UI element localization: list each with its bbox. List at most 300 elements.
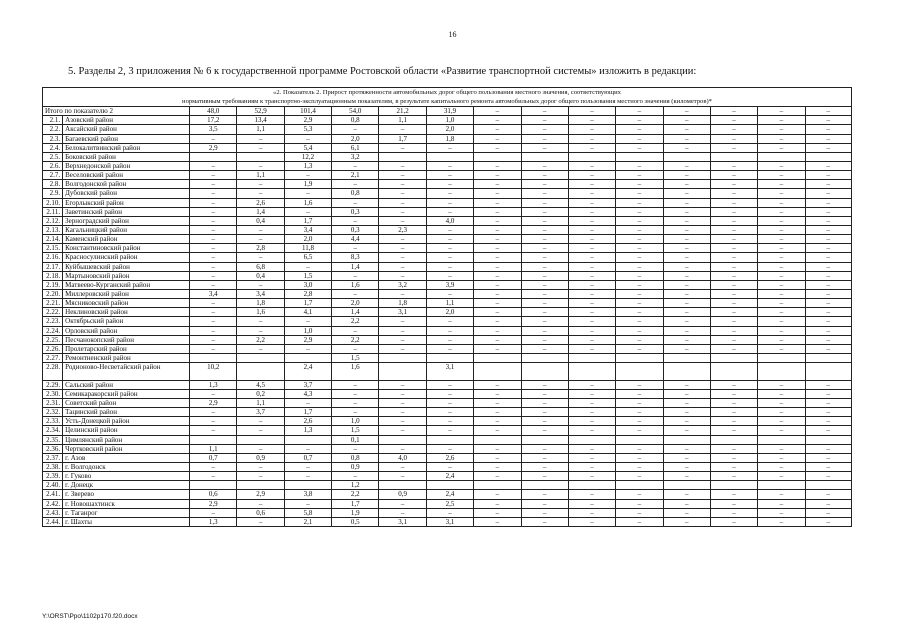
- district-name: г. Новошахтинск: [63, 499, 190, 508]
- cell-value: –: [758, 171, 805, 180]
- cell-value: –: [758, 271, 805, 280]
- cell-value: 1,2: [332, 481, 379, 490]
- cell-value: –: [758, 308, 805, 317]
- cell-value: 2,2: [332, 335, 379, 344]
- cell-value: –: [758, 207, 805, 216]
- cell-value: [758, 152, 805, 161]
- page-number: 16: [448, 30, 457, 39]
- cell-value: –: [426, 171, 473, 180]
- table-row: [43, 508, 852, 517]
- cell-value: –: [568, 444, 615, 453]
- cell-value: [190, 435, 237, 444]
- district-name: Советский район: [63, 399, 190, 408]
- cell-value: –: [474, 116, 521, 125]
- cell-value: –: [616, 244, 663, 253]
- cell-value: –: [758, 408, 805, 417]
- cell-value: 0,6: [237, 508, 284, 517]
- cell-value: –: [710, 207, 757, 216]
- cell-value: 0,2: [237, 389, 284, 398]
- cell-value: 2,9: [237, 490, 284, 499]
- cell-value: –: [474, 389, 521, 398]
- cell-value: –: [190, 207, 237, 216]
- cell-value: [426, 435, 473, 444]
- cell-value: –: [568, 317, 615, 326]
- cell-value: 0,7: [190, 453, 237, 462]
- cell-value: –: [568, 299, 615, 308]
- cell-value: –: [474, 308, 521, 317]
- indicator-table-wrapper: [42, 87, 852, 527]
- table-row: [43, 134, 852, 143]
- district-name: Матвеево-Курганский район: [63, 280, 190, 289]
- cell-value: [521, 435, 568, 444]
- row-number: 2.21.: [43, 299, 63, 308]
- cell-value: [521, 363, 568, 381]
- cell-value: –: [663, 116, 710, 125]
- cell-value: –: [663, 299, 710, 308]
- row-number: 2.30.: [43, 389, 63, 398]
- district-name: Октябрьский район: [63, 317, 190, 326]
- row-number: 2.2.: [43, 125, 63, 134]
- cell-value: 1,4: [237, 207, 284, 216]
- district-name: Дубовский район: [63, 189, 190, 198]
- cell-value: –: [758, 490, 805, 499]
- table-row: [43, 380, 852, 389]
- cell-value: –: [379, 162, 426, 171]
- cell-value: –: [710, 326, 757, 335]
- total-value: 101,4: [284, 107, 331, 116]
- cell-value: –: [332, 399, 379, 408]
- district-name: Волгодонской район: [63, 180, 190, 189]
- cell-value: –: [237, 517, 284, 526]
- cell-value: –: [190, 171, 237, 180]
- table-row: [43, 262, 852, 271]
- cell-value: –: [379, 189, 426, 198]
- cell-value: –: [616, 235, 663, 244]
- cell-value: 8,3: [332, 253, 379, 262]
- cell-value: –: [805, 453, 851, 462]
- district-name: г. Шахты: [63, 517, 190, 526]
- cell-value: –: [190, 326, 237, 335]
- cell-value: [710, 363, 757, 381]
- cell-value: –: [521, 326, 568, 335]
- cell-value: –: [190, 162, 237, 171]
- cell-value: –: [332, 290, 379, 299]
- district-name: Азовский район: [63, 116, 190, 125]
- cell-value: –: [710, 444, 757, 453]
- cell-value: 2,9: [284, 335, 331, 344]
- cell-value: [474, 152, 521, 161]
- cell-value: –: [710, 399, 757, 408]
- cell-value: 1,7: [379, 134, 426, 143]
- cell-value: –: [474, 399, 521, 408]
- cell-value: 1,6: [332, 280, 379, 289]
- cell-value: 3,7: [284, 380, 331, 389]
- district-name: Пролетарский район: [63, 344, 190, 353]
- cell-value: –: [805, 226, 851, 235]
- cell-value: –: [332, 344, 379, 353]
- cell-value: 4,0: [379, 453, 426, 462]
- cell-value: –: [332, 444, 379, 453]
- table-row: [43, 125, 852, 134]
- cell-value: –: [190, 426, 237, 435]
- cell-value: –: [237, 472, 284, 481]
- cell-value: –: [805, 171, 851, 180]
- table-row: [43, 435, 852, 444]
- cell-value: –: [521, 399, 568, 408]
- cell-value: 1,1: [237, 399, 284, 408]
- cell-value: 3,4: [284, 226, 331, 235]
- cell-value: –: [190, 253, 237, 262]
- cell-value: –: [379, 344, 426, 353]
- cell-value: –: [379, 326, 426, 335]
- cell-value: –: [663, 262, 710, 271]
- row-number: 2.12.: [43, 216, 63, 225]
- cell-value: –: [284, 472, 331, 481]
- cell-value: –: [710, 299, 757, 308]
- cell-value: –: [710, 216, 757, 225]
- cell-value: –: [474, 472, 521, 481]
- cell-value: 2,0: [284, 235, 331, 244]
- cell-value: –: [284, 207, 331, 216]
- cell-value: –: [568, 408, 615, 417]
- total-value: –: [474, 107, 521, 116]
- district-name: Аксайский район: [63, 125, 190, 134]
- total-value: 48,0: [190, 107, 237, 116]
- cell-value: 2,9: [190, 499, 237, 508]
- cell-value: –: [474, 244, 521, 253]
- row-number: 2.17.: [43, 262, 63, 271]
- cell-value: –: [474, 517, 521, 526]
- cell-value: 2,8: [284, 290, 331, 299]
- cell-value: 3,8: [284, 490, 331, 499]
- cell-value: –: [805, 216, 851, 225]
- cell-value: 2,9: [190, 143, 237, 152]
- cell-value: –: [379, 335, 426, 344]
- cell-value: 2,2: [237, 335, 284, 344]
- cell-value: –: [710, 253, 757, 262]
- cell-value: 3,1: [379, 308, 426, 317]
- cell-value: –: [474, 444, 521, 453]
- table-row: [43, 180, 852, 189]
- cell-value: –: [805, 116, 851, 125]
- cell-value: –: [190, 417, 237, 426]
- cell-value: –: [568, 462, 615, 471]
- cell-value: –: [426, 408, 473, 417]
- table-row: [43, 152, 852, 161]
- cell-value: –: [426, 235, 473, 244]
- cell-value: 1,1: [190, 444, 237, 453]
- cell-value: –: [616, 308, 663, 317]
- cell-value: –: [474, 344, 521, 353]
- cell-value: 4,5: [237, 380, 284, 389]
- cell-value: –: [616, 162, 663, 171]
- row-number: 2.33.: [43, 417, 63, 426]
- cell-value: –: [710, 189, 757, 198]
- cell-value: –: [379, 426, 426, 435]
- cell-value: –: [616, 262, 663, 271]
- cell-value: –: [663, 134, 710, 143]
- cell-value: –: [710, 462, 757, 471]
- cell-value: 1,4: [332, 308, 379, 317]
- table-row: [43, 426, 852, 435]
- cell-value: –: [332, 326, 379, 335]
- row-number: 2.22.: [43, 308, 63, 317]
- cell-value: –: [663, 308, 710, 317]
- cell-value: –: [474, 253, 521, 262]
- cell-value: –: [663, 426, 710, 435]
- cell-value: [710, 353, 757, 362]
- cell-value: –: [474, 490, 521, 499]
- cell-value: [710, 152, 757, 161]
- district-name: г. Гуково: [63, 472, 190, 481]
- cell-value: 1,8: [426, 134, 473, 143]
- cell-value: 0,1: [332, 435, 379, 444]
- table-row: [43, 408, 852, 417]
- cell-value: –: [474, 335, 521, 344]
- cell-value: –: [758, 180, 805, 189]
- cell-value: –: [379, 444, 426, 453]
- cell-value: [521, 481, 568, 490]
- cell-value: –: [616, 171, 663, 180]
- cell-value: –: [332, 125, 379, 134]
- cell-value: –: [474, 216, 521, 225]
- cell-value: 6,5: [284, 253, 331, 262]
- caption-line-2: нормативным требованиям к транспортно-эксплуатационным показателям, в результате капитального ремонта автомобильных дорог общего пользования местного значения (километров)*: [182, 97, 712, 105]
- cell-value: –: [474, 143, 521, 152]
- cell-value: –: [426, 426, 473, 435]
- cell-value: 0,8: [332, 116, 379, 125]
- cell-value: –: [805, 508, 851, 517]
- cell-value: 11,8: [284, 244, 331, 253]
- cell-value: [568, 481, 615, 490]
- table-row: [43, 344, 852, 353]
- cell-value: –: [616, 499, 663, 508]
- cell-value: –: [616, 335, 663, 344]
- cell-value: –: [663, 380, 710, 389]
- cell-value: 2,2: [332, 317, 379, 326]
- cell-value: –: [521, 417, 568, 426]
- cell-value: –: [426, 417, 473, 426]
- cell-value: –: [805, 317, 851, 326]
- cell-value: –: [568, 426, 615, 435]
- cell-value: [379, 353, 426, 362]
- cell-value: –: [521, 490, 568, 499]
- cell-value: –: [616, 417, 663, 426]
- cell-value: [521, 152, 568, 161]
- cell-value: –: [710, 408, 757, 417]
- table-row: [43, 244, 852, 253]
- cell-value: 0,8: [332, 453, 379, 462]
- cell-value: –: [568, 162, 615, 171]
- table-row: [43, 417, 852, 426]
- cell-value: [805, 353, 851, 362]
- district-name: г. Таганрог: [63, 508, 190, 517]
- cell-value: –: [332, 472, 379, 481]
- row-number: 2.9.: [43, 189, 63, 198]
- cell-value: –: [616, 143, 663, 152]
- cell-value: –: [616, 462, 663, 471]
- cell-value: 3,2: [379, 280, 426, 289]
- total-value: –: [710, 107, 757, 116]
- cell-value: –: [805, 389, 851, 398]
- cell-value: [663, 353, 710, 362]
- row-number: 2.11.: [43, 207, 63, 216]
- cell-value: –: [474, 235, 521, 244]
- cell-value: –: [568, 125, 615, 134]
- cell-value: –: [521, 299, 568, 308]
- cell-value: –: [568, 226, 615, 235]
- cell-value: –: [474, 134, 521, 143]
- cell-value: –: [568, 171, 615, 180]
- cell-value: –: [332, 216, 379, 225]
- cell-value: –: [521, 253, 568, 262]
- cell-value: 5,8: [284, 508, 331, 517]
- cell-value: –: [616, 299, 663, 308]
- cell-value: –: [379, 508, 426, 517]
- cell-value: –: [568, 389, 615, 398]
- cell-value: 1,7: [332, 499, 379, 508]
- cell-value: –: [663, 508, 710, 517]
- cell-value: –: [805, 417, 851, 426]
- cell-value: –: [379, 171, 426, 180]
- cell-value: –: [190, 189, 237, 198]
- cell-value: –: [758, 399, 805, 408]
- cell-value: –: [521, 235, 568, 244]
- cell-value: 3,2: [332, 152, 379, 161]
- row-number: 2.18.: [43, 271, 63, 280]
- cell-value: 2,9: [190, 399, 237, 408]
- cell-value: –: [190, 244, 237, 253]
- cell-value: –: [663, 125, 710, 134]
- cell-value: –: [758, 453, 805, 462]
- district-name: г. Волгодонск: [63, 462, 190, 471]
- table-row: [43, 189, 852, 198]
- cell-value: –: [474, 198, 521, 207]
- cell-value: 0,9: [379, 490, 426, 499]
- cell-value: [568, 435, 615, 444]
- cell-value: –: [190, 226, 237, 235]
- cell-value: 3,4: [237, 290, 284, 299]
- cell-value: –: [190, 280, 237, 289]
- table-row: [43, 462, 852, 471]
- cell-value: [616, 435, 663, 444]
- cell-value: –: [568, 417, 615, 426]
- cell-value: 1,8: [379, 299, 426, 308]
- cell-value: [663, 481, 710, 490]
- row-number: 2.20.: [43, 290, 63, 299]
- row-number: 2.28.: [43, 363, 63, 381]
- cell-value: –: [616, 426, 663, 435]
- cell-value: –: [616, 290, 663, 299]
- cell-value: –: [474, 125, 521, 134]
- cell-value: –: [568, 143, 615, 152]
- row-number: 2.15.: [43, 244, 63, 253]
- cell-value: –: [568, 326, 615, 335]
- cell-value: –: [379, 216, 426, 225]
- cell-value: –: [663, 162, 710, 171]
- cell-value: [758, 481, 805, 490]
- district-name: г. Зверево: [63, 490, 190, 499]
- cell-value: –: [710, 417, 757, 426]
- cell-value: –: [237, 253, 284, 262]
- cell-value: –: [710, 508, 757, 517]
- cell-value: [474, 435, 521, 444]
- district-name: Мясниковский район: [63, 299, 190, 308]
- cell-value: –: [474, 408, 521, 417]
- cell-value: –: [663, 317, 710, 326]
- cell-value: 13,4: [237, 116, 284, 125]
- cell-value: –: [332, 408, 379, 417]
- cell-value: 1,4: [332, 262, 379, 271]
- cell-value: –: [805, 262, 851, 271]
- cell-value: –: [237, 417, 284, 426]
- cell-value: –: [379, 290, 426, 299]
- cell-value: –: [663, 490, 710, 499]
- cell-value: 2,4: [426, 490, 473, 499]
- district-name: Чертковский район: [63, 444, 190, 453]
- table-row: [43, 299, 852, 308]
- cell-value: –: [284, 189, 331, 198]
- cell-value: –: [758, 517, 805, 526]
- cell-value: –: [474, 271, 521, 280]
- cell-value: –: [758, 389, 805, 398]
- cell-value: [616, 481, 663, 490]
- cell-value: 2,1: [332, 171, 379, 180]
- table-caption: [42, 87, 852, 106]
- cell-value: –: [710, 134, 757, 143]
- cell-value: 2,6: [284, 417, 331, 426]
- cell-value: [616, 353, 663, 362]
- total-value: 54,0: [332, 107, 379, 116]
- cell-value: –: [426, 143, 473, 152]
- district-name: Багаевский район: [63, 134, 190, 143]
- cell-value: [379, 481, 426, 490]
- cell-value: –: [805, 490, 851, 499]
- table-row: [43, 389, 852, 398]
- cell-value: 2,6: [426, 453, 473, 462]
- cell-value: –: [663, 171, 710, 180]
- cell-value: [379, 152, 426, 161]
- cell-value: –: [521, 517, 568, 526]
- cell-value: –: [426, 198, 473, 207]
- district-name: Усть-Донецкой район: [63, 417, 190, 426]
- cell-value: –: [379, 417, 426, 426]
- cell-value: –: [710, 499, 757, 508]
- cell-value: –: [710, 226, 757, 235]
- cell-value: –: [805, 517, 851, 526]
- cell-value: 1,0: [284, 326, 331, 335]
- cell-value: 12,2: [284, 152, 331, 161]
- cell-value: [805, 152, 851, 161]
- cell-value: –: [805, 134, 851, 143]
- cell-value: –: [663, 180, 710, 189]
- table-row: [43, 517, 852, 526]
- cell-value: 1,1: [379, 116, 426, 125]
- cell-value: –: [758, 380, 805, 389]
- cell-value: [758, 435, 805, 444]
- cell-value: –: [332, 244, 379, 253]
- cell-value: 1,0: [332, 417, 379, 426]
- cell-value: 1,7: [284, 299, 331, 308]
- cell-value: 2,0: [332, 299, 379, 308]
- file-path-footer: Y:\ORST\Ppo\1102p170.f20.docx: [42, 613, 138, 620]
- cell-value: –: [663, 408, 710, 417]
- cell-value: 2,1: [284, 517, 331, 526]
- cell-value: 0,9: [332, 462, 379, 471]
- cell-value: 1,1: [237, 171, 284, 180]
- cell-value: 1,5: [284, 271, 331, 280]
- row-number: 2.13.: [43, 226, 63, 235]
